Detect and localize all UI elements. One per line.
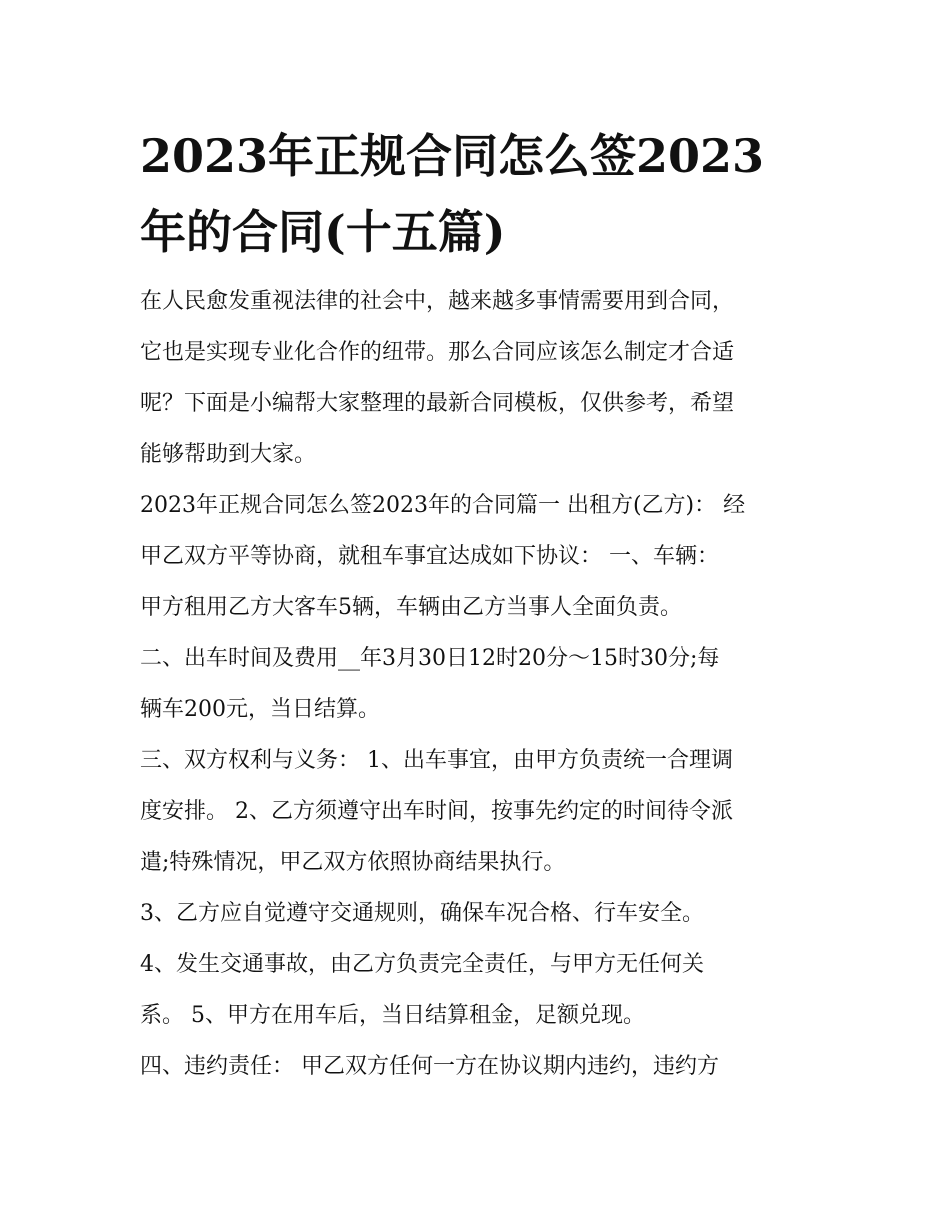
body-line: 甲乙双方平等协商，就租车事宜达成如下协议： 一、车辆： [140,544,719,569]
body-line: 度安排。 2、乙方须遵守出车时间，按事先约定的时间待令派 [140,799,733,824]
body-line: 呢？下面是小编帮大家整理的最新合同模板，仅供参考，希望 [140,391,735,416]
document-title [140,118,820,270]
body-line: 3、乙方应自觉遵守交通规则，确保车况合格、行车安全。 [140,901,704,926]
body-line: 三、双方权利与义务： 1、出车事宜，由甲方负责统一合理调 [140,748,733,773]
title-line-1: 2023年正规合同怎么签2023 [140,129,765,183]
body-line: 在人民愈发重视法律的社会中，越来越多事情需要用到合同， [140,289,735,314]
body-line: 2023年正规合同怎么签2023年的合同篇一 出租方(乙方)： 经 [140,493,746,518]
title-line-2: 年的合同(十五篇) [140,205,506,259]
body-line: 它也是实现专业化合作的纽带。那么合同应该怎么制定才合适 [140,340,735,365]
body-line: 4、发生交通事故，由乙方负责完全责任，与甲方无任何关 [140,952,704,977]
body-line: 二、出车时间及费用__年3月30日12时20分～15时30分;每 [140,646,720,671]
body-line: 辆车200元，当日结算。 [140,697,380,722]
body-line: 能够帮助到大家。 [140,442,317,467]
document-body [140,276,830,1092]
body-line: 遣;特殊情况，甲乙双方依照协商结果执行。 [140,850,566,875]
body-line: 甲方租用乙方大客车5辆，车辆由乙方当事人全面负责。 [140,595,682,620]
body-line: 系。 5、甲方在用车后，当日结算租金，足额兑现。 [140,1003,645,1028]
body-line: 四、违约责任： 甲乙双方任何一方在协议期内违约，违约方 [140,1054,719,1079]
